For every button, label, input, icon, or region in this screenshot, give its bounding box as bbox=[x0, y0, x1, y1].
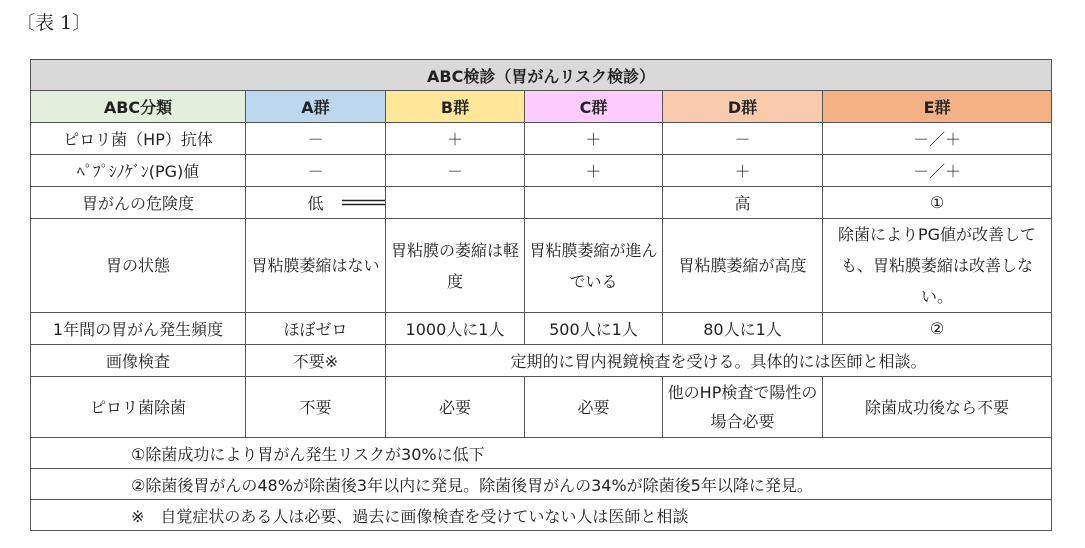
header-group-d: D群 bbox=[663, 91, 823, 123]
cell-c: ＋ bbox=[525, 123, 663, 155]
cell-d: 80人に1人 bbox=[663, 313, 823, 345]
note-row bbox=[31, 469, 1052, 500]
row-stomach-state bbox=[31, 219, 1052, 313]
cell-c: 胃粘膜萎縮が進んでいる bbox=[525, 219, 663, 313]
note-row bbox=[31, 500, 1052, 531]
cell-d: 他のHP検査で陽性の場合必要 bbox=[663, 377, 823, 438]
row-risk bbox=[31, 187, 1052, 219]
cell-b: 胃粘膜の萎縮は軽度 bbox=[386, 219, 525, 313]
cell-b-to-e: 定期的に胃内視鏡検査を受ける。具体的には医師と相談。 bbox=[386, 345, 1052, 377]
risk-arrow-icon bbox=[246, 187, 386, 218]
row-eradication bbox=[31, 377, 1052, 438]
footnote-3: ※ 自覚症状のある人は必要、過去に画像検査を受けていない人は医師と相談 bbox=[31, 500, 1052, 531]
cell-a: ほぼゼロ bbox=[246, 313, 386, 345]
footnote-2: ②除菌後胃がんの48%が除菌後3年以内に発見。除菌後胃がんの34%が除菌後5年以降に発見。 bbox=[31, 469, 1052, 500]
cell-b: ＋ bbox=[386, 123, 525, 155]
cell-c: 500人に1人 bbox=[525, 313, 663, 345]
cell-b: 必要 bbox=[386, 377, 525, 438]
table-title: ABC検診（胃がんリスク検診） bbox=[31, 60, 1052, 91]
abc-screening-table bbox=[30, 59, 1052, 531]
row-label: ピロリ菌除菌 bbox=[31, 377, 246, 438]
cell-a: 不要※ bbox=[246, 345, 386, 377]
row-hp-antibody bbox=[31, 123, 1052, 155]
cell-b bbox=[386, 187, 525, 219]
row-label: 画像検査 bbox=[31, 345, 246, 377]
risk-low-label: 低 bbox=[307, 194, 324, 213]
cell-e: ② bbox=[823, 313, 1052, 345]
cell-e: 除菌によりPG値が改善しても、胃粘膜萎縮は改善しない。 bbox=[823, 219, 1052, 313]
cell-d: ＋ bbox=[663, 155, 823, 187]
cell-a: － bbox=[246, 155, 386, 187]
row-label: ピロリ菌（HP）抗体 bbox=[31, 123, 246, 155]
note-row bbox=[31, 438, 1052, 469]
cell-d: － bbox=[663, 123, 823, 155]
header-group-b: B群 bbox=[386, 91, 525, 123]
header-label: ABC分類 bbox=[31, 91, 246, 123]
cell-a: 不要 bbox=[246, 377, 386, 438]
cell-d: 胃粘膜萎縮が高度 bbox=[663, 219, 823, 313]
cell-c bbox=[525, 187, 663, 219]
header-group-c: C群 bbox=[525, 91, 663, 123]
row-frequency bbox=[31, 313, 1052, 345]
footnote-1: ①除菌成功により胃がん発生リスクが30%に低下 bbox=[31, 438, 1052, 469]
cell-b: － bbox=[386, 155, 525, 187]
row-label: 1年間の胃がん発生頻度 bbox=[31, 313, 246, 345]
cell-c: 必要 bbox=[525, 377, 663, 438]
cell-e: －／＋ bbox=[823, 123, 1052, 155]
cell-d: 高 bbox=[663, 187, 823, 219]
cell-e: 除菌成功後なら不要 bbox=[823, 377, 1052, 438]
row-pepsinogen bbox=[31, 155, 1052, 187]
cell-e: ① bbox=[823, 187, 1052, 219]
cell-a bbox=[246, 187, 386, 219]
cell-a: 胃粘膜萎縮はない bbox=[246, 219, 386, 313]
header-group-a: A群 bbox=[246, 91, 386, 123]
cell-e: －／＋ bbox=[823, 155, 1052, 187]
row-label: ﾍﾟﾌﾟｼﾉｹﾞﾝ(PG)値 bbox=[31, 155, 246, 187]
cell-a: － bbox=[246, 123, 386, 155]
header-group-e: E群 bbox=[823, 91, 1052, 123]
row-label: 胃の状態 bbox=[31, 219, 246, 313]
row-imaging bbox=[31, 345, 1052, 377]
cell-c: ＋ bbox=[525, 155, 663, 187]
row-label: 胃がんの危険度 bbox=[31, 187, 246, 219]
cell-b: 1000人に1人 bbox=[386, 313, 525, 345]
table-caption: 〔表 1〕 bbox=[16, 12, 92, 34]
